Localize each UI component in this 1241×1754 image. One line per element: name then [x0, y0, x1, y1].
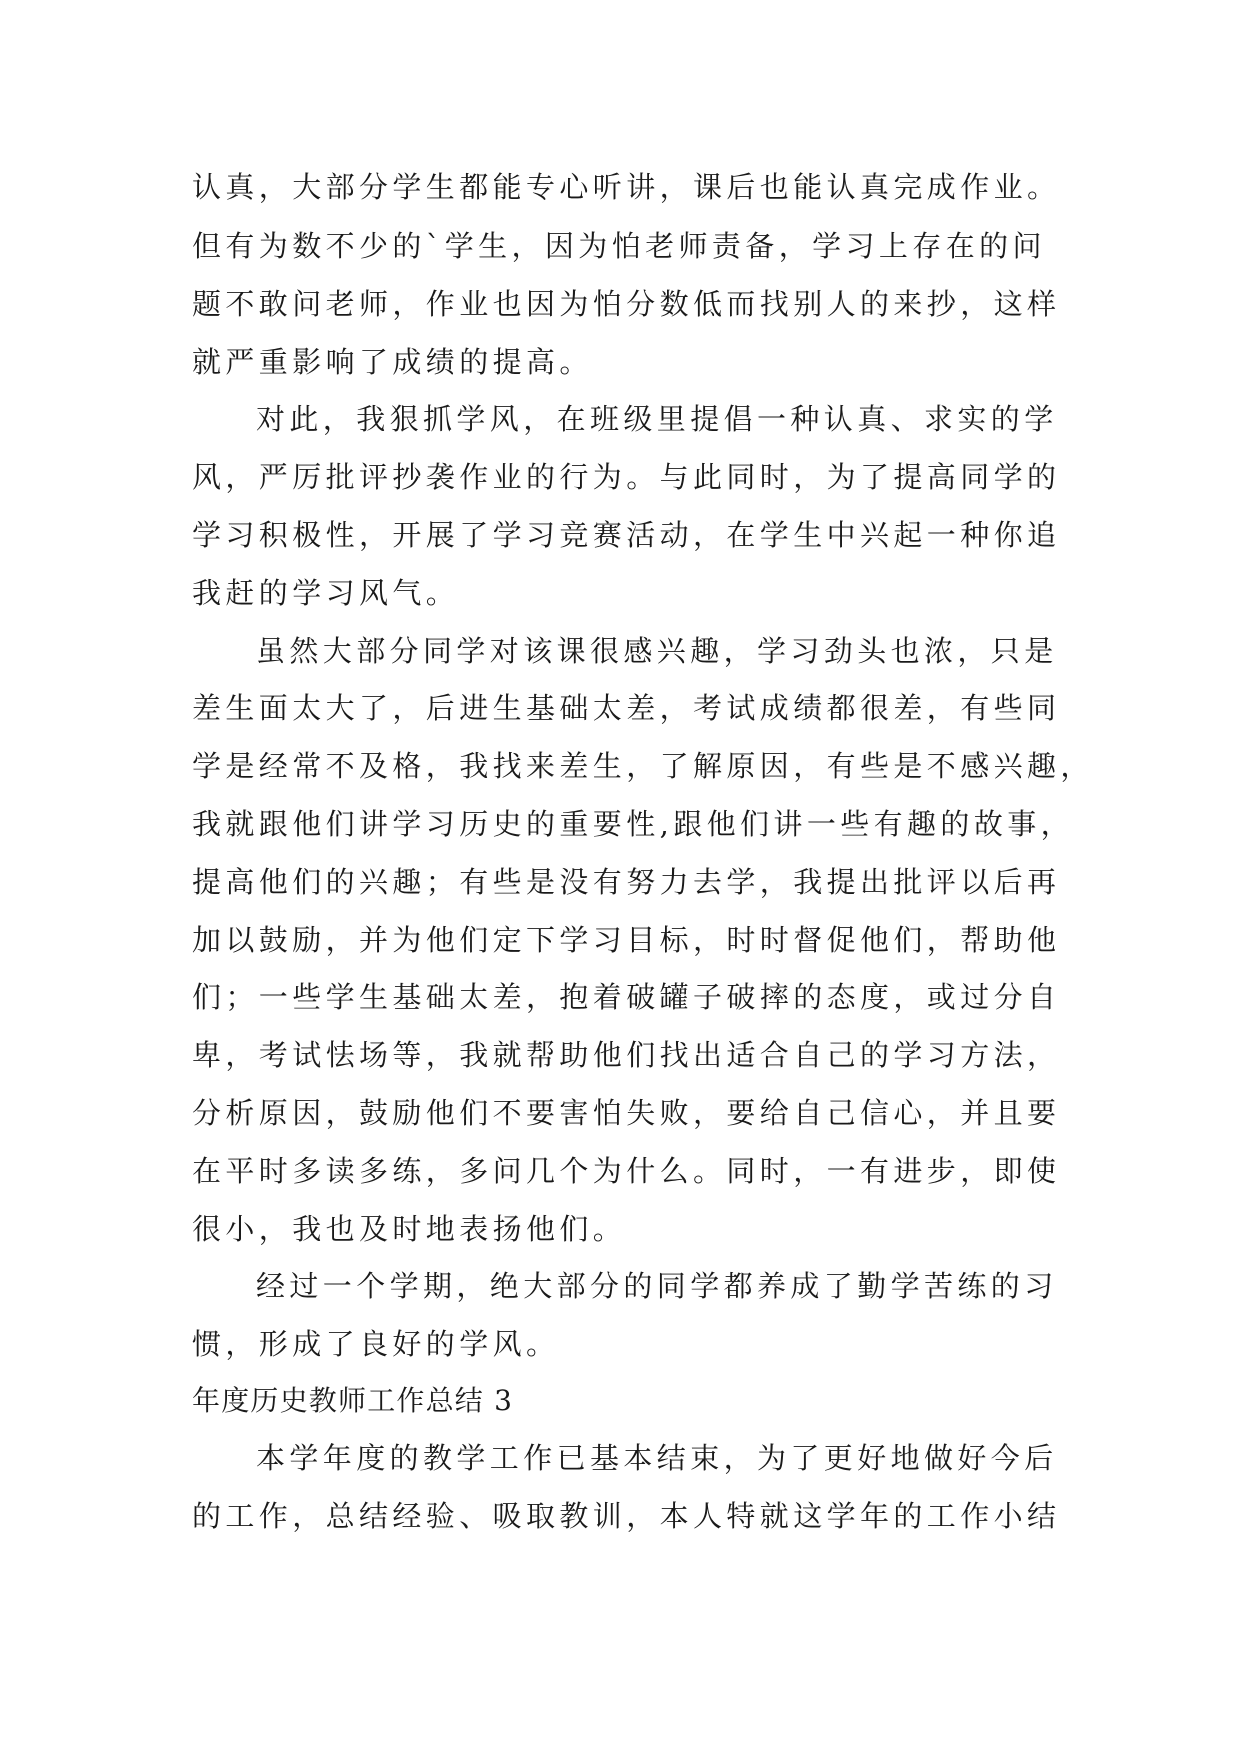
paragraph-line: 差生面太大了，后进生基础太差，考试成绩都很差，有些同: [192, 691, 1061, 725]
paragraph-line: 学是经常不及格，我找来差生，了解原因，有些是不感兴趣，: [192, 749, 1094, 783]
paragraph-line: 对此，我狠抓学风，在班级里提倡一种认真、求实的学: [256, 402, 1058, 436]
paragraph-line: 惯，形成了良好的学风。: [192, 1327, 560, 1361]
paragraph-line: 加以鼓励，并为他们定下学习目标，时时督促他们，帮助他: [192, 923, 1061, 957]
paragraph-line: 就严重影响了成绩的提高。: [192, 345, 593, 379]
paragraph-line: 我赶的学习风气。: [192, 576, 460, 610]
paragraph-line: 学习积极性，开展了学习竞赛活动，在学生中兴起一种你追: [192, 518, 1061, 552]
paragraph-line: 我就跟他们讲学习历史的重要性,跟他们讲一些有趣的故事，: [192, 807, 1075, 841]
paragraph-line: 很小，我也及时地表扬他们。: [192, 1212, 627, 1246]
paragraph-line: 在平时多读多练，多问几个为什么。同时，一有进步，即使: [192, 1154, 1061, 1188]
paragraph-line: 虽然大部分同学对该课很感兴趣，学习劲头也浓，只是: [256, 634, 1058, 668]
paragraph-line: 分析原因，鼓励他们不要害怕失败，要给自己信心，并且要: [192, 1096, 1061, 1130]
paragraph-line: 的工作，总结经验、吸取教训，本人特就这学年的工作小结: [192, 1499, 1061, 1533]
paragraph-line: 卑，考试怯场等，我就帮助他们找出适合自己的学习方法，: [192, 1038, 1061, 1072]
section-heading: 年度历史教师工作总结 3: [192, 1384, 514, 1417]
paragraph-line: 们；一些学生基础太差，抱着破罐子破摔的态度，或过分自: [192, 980, 1061, 1014]
paragraph-line: 题不敢问老师，作业也因为怕分数低而找别人的来抄，这样: [192, 287, 1061, 321]
paragraph-line: 但有为数不少的`学生，因为怕老师责备，学习上存在的问: [192, 229, 1046, 263]
paragraph-line: 经过一个学期，绝大部分的同学都养成了勤学苦练的习: [256, 1269, 1058, 1303]
paragraph-line: 本学年度的教学工作已基本结束，为了更好地做好今后: [256, 1441, 1058, 1475]
paragraph-line: 提高他们的兴趣；有些是没有努力去学，我提出批评以后再: [192, 865, 1061, 899]
paragraph-line: 认真，大部分学生都能专心听讲，课后也能认真完成作业。: [192, 170, 1061, 204]
paragraph-line: 风，严厉批评抄袭作业的行为。与此同时，为了提高同学的: [192, 460, 1061, 494]
